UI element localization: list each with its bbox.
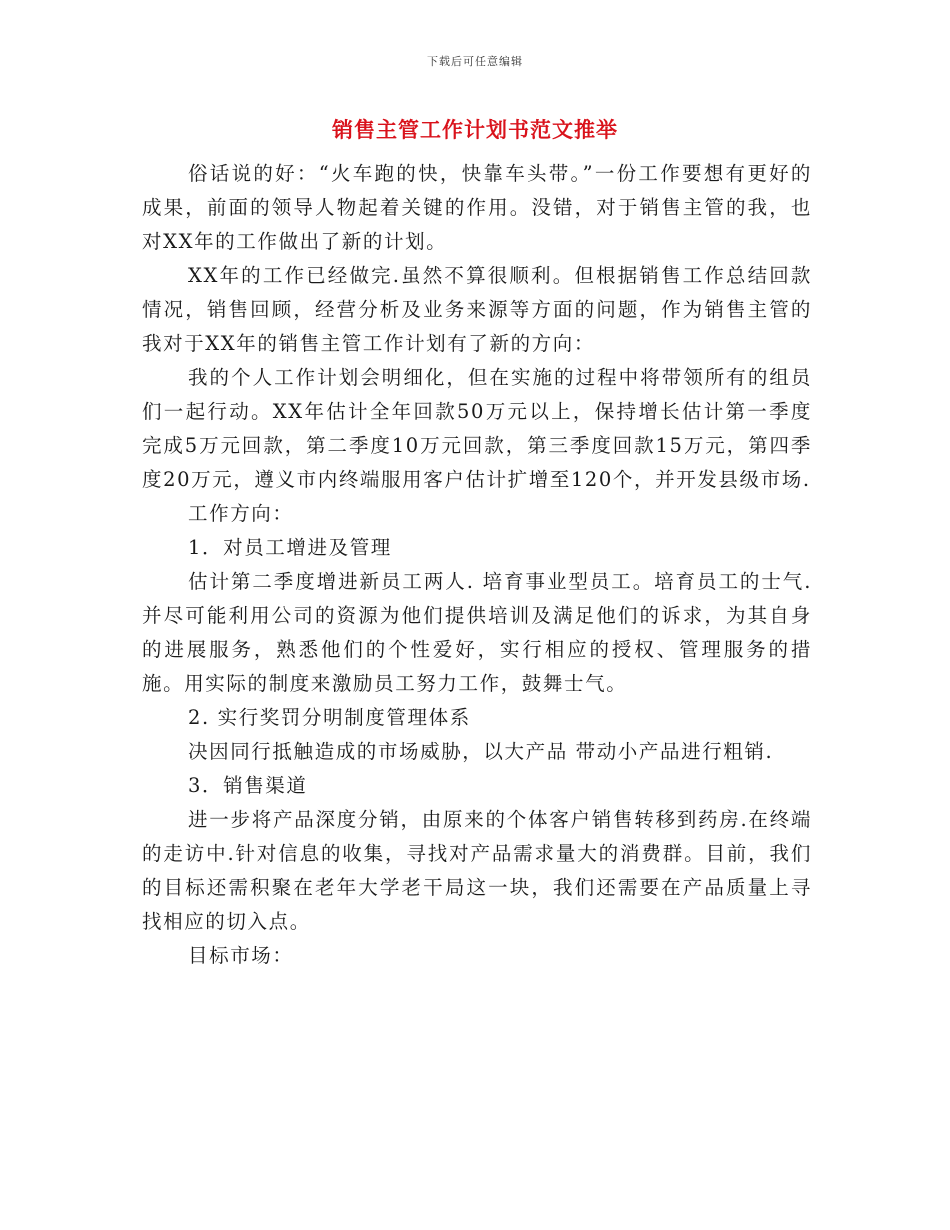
document-title: 销售主管工作计划书范文推举 — [332, 117, 618, 142]
heading-work-direction: 工作方向： — [188, 502, 294, 525]
heading-target-market: 目标市场： — [188, 944, 294, 967]
paragraph-plan: 我的个人工作计划会明细化，但在实施的过程中将带领所有的组员们一起行动。XX年估计全年回款50万元以上，保持增长估计第一季度完成5万元回款，第二季度10万元回款，第三季度回款15万元，第四季度20万元，遵义市内终端服用客户估计扩增至120个，并开发县级市场. — [142, 366, 812, 491]
heading-staff-management: 1．对员工增进及管理 — [188, 536, 392, 559]
paragraph-review: XX年的工作已经做完.虽然不算很顺利。但根据销售工作总结回款情况，销售回顾，经营分析及业务来源等方面的问题，作为销售主管的我对于XX年的销售主管工作计划有了新的方向： — [142, 264, 812, 355]
heading-reward-system: 2. 实行奖罚分明制度管理体系 — [188, 706, 471, 729]
paragraph-intro: 俗话说的好：“火车跑的快，快靠车头带。”一份工作要想有更好的成果，前面的领导人物起着关键的作用。没错，对于销售主管的我，也对XX年的工作做出了新的计划。 — [142, 162, 812, 253]
header-note: 下载后可任意编辑 — [427, 55, 523, 68]
document-body — [142, 157, 812, 973]
paragraph-sales-channel: 进一步将产品深度分销，由原来的个体客户销售转移到药房.在终端的走访中.针对信息的收集，寻找对产品需求量大的消费群。目前，我们的目标还需积聚在老年大学老干局这一块，我们还需要在产品质量上寻找相应的切入点。 — [142, 808, 812, 933]
paragraph-staff-management: 估计第二季度增进新员工两人. 培育事业型员工。培育员工的士气.并尽可能利用公司的资源为他们提供培训及满足他们的诉求，为其自身的进展服务，熟悉他们的个性爱好，实行相应的授权、管理服务的措施。用实际的制度来激励员工努力工作，鼓舞士气。 — [142, 570, 812, 695]
paragraph-reward-system: 决因同行抵触造成的市场威胁，以大产品 带动小产品进行粗销. — [188, 740, 774, 763]
heading-sales-channel: 3．销售渠道 — [188, 774, 308, 797]
